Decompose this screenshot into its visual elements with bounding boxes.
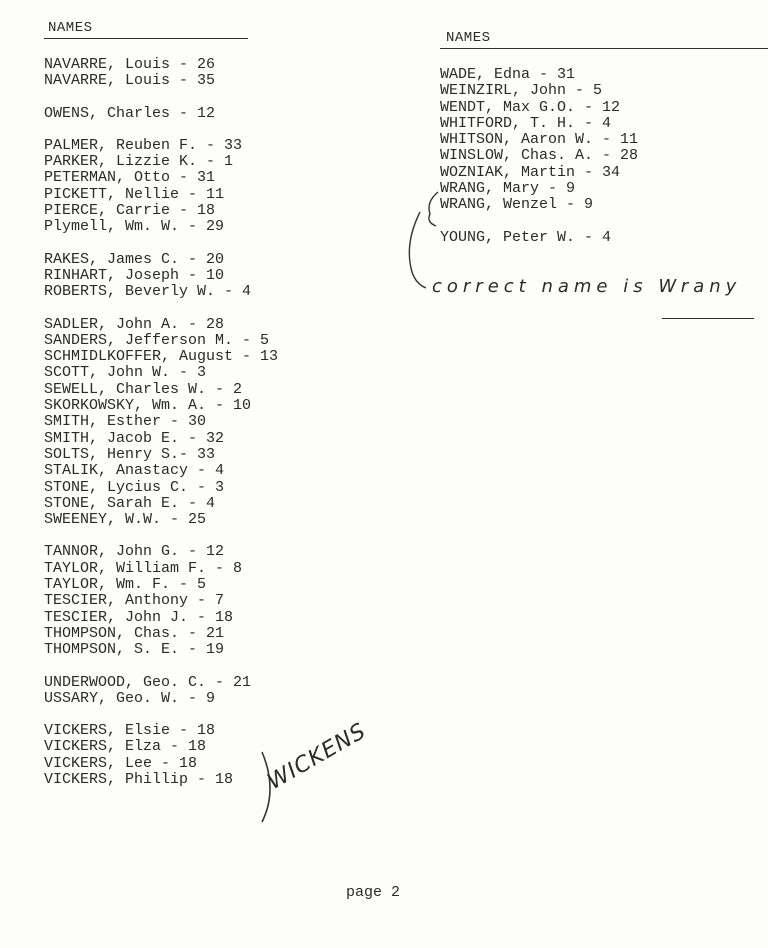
name-entry: WADE, Edna - 31 <box>440 66 576 83</box>
name-entry: PETERMAN, Otto - 31 <box>44 169 216 187</box>
name-entry: TAYLOR, Wm. F. - 5 <box>44 576 207 594</box>
name-entry: WHITSON, Aaron W. - 11 <box>440 131 639 149</box>
name-entry: OWENS, Charles - 12 <box>44 104 216 122</box>
name-entry: PIERCE, Carrie - 18 <box>44 202 216 220</box>
name-entry: TAYLOR, William F. - 8 <box>44 559 243 577</box>
correction-underline <box>662 318 754 319</box>
name-entry: WENDT, Max G.O. - 12 <box>440 98 621 116</box>
name-entry: PALMER, Reuben F. - 33 <box>44 136 243 154</box>
name-entry: UNDERWOOD, Geo. C. - 21 <box>44 673 252 691</box>
name-entry: WINSLOW, Chas. A. - 28 <box>440 147 639 165</box>
left-column-header: NAMES <box>44 20 248 39</box>
name-entry: VICKERS, Elsie - 18 <box>44 722 216 740</box>
name-entry: PICKETT, Nellie - 11 <box>44 185 225 203</box>
name-entry: SKORKOWSKY, Wm. A. - 10 <box>44 397 252 415</box>
name-entry: SOLTS, Henry S.- 33 <box>44 445 216 463</box>
name-entry: SMITH, Jacob E. - 32 <box>44 429 225 447</box>
name-entry: WRANG, Wenzel - 9 <box>440 196 594 214</box>
name-entry: NAVARRE, Louis - 26 <box>44 56 216 73</box>
name-entry: WEINZIRL, John - 5 <box>440 82 603 100</box>
name-entry: NAVARRE, Louis - 35 <box>44 72 216 90</box>
name-entry: SEWELL, Charles W. - 2 <box>44 380 243 398</box>
name-entry: WRANG, Mary - 9 <box>440 180 576 198</box>
name-entry: SCHMIDLKOFFER, August - 13 <box>44 348 279 366</box>
name-entry: STONE, Lycius C. - 3 <box>44 478 225 496</box>
name-entry: ROBERTS, Beverly W. - 4 <box>44 283 252 301</box>
name-entry: Plymell, Wm. W. - 29 <box>44 218 225 236</box>
handwritten-wickens-note: WICKENS <box>263 718 371 795</box>
name-entry: VICKERS, Phillip - 18 <box>44 770 234 788</box>
name-entry: WOZNIAK, Martin - 34 <box>440 163 621 181</box>
name-entry: SANDERS, Jefferson M. - 5 <box>44 331 270 349</box>
right-column-header: NAMES <box>440 30 768 49</box>
name-entry: VICKERS, Elza - 18 <box>44 738 207 756</box>
wrang-bracket-mark <box>429 192 438 226</box>
page-number: page 2 <box>346 884 401 901</box>
note-pointer-mark <box>409 212 426 288</box>
name-entry: SADLER, John A. - 28 <box>44 315 225 333</box>
name-entry: PARKER, Lizzie K. - 1 <box>44 153 234 171</box>
name-entry: STONE, Sarah E. - 4 <box>44 494 216 512</box>
name-entry: VICKERS, Lee - 18 <box>44 754 198 772</box>
name-entry: THOMPSON, S. E. - 19 <box>44 641 225 659</box>
handwritten-correction-note: correct name is Wrany <box>432 276 742 297</box>
name-entry: SCOTT, John W. - 3 <box>44 364 207 382</box>
name-entry: TANNOR, John G. - 12 <box>44 543 225 561</box>
name-entry: RAKES, James C. - 20 <box>44 250 225 268</box>
name-entry: RINHART, Joseph - 10 <box>44 266 225 284</box>
name-entry: WHITFORD, T. H. - 4 <box>440 114 612 132</box>
vickers-bracket-mark <box>262 752 270 822</box>
name-entry: THOMPSON, Chas. - 21 <box>44 624 225 642</box>
name-entry: YOUNG, Peter W. - 4 <box>440 228 612 246</box>
name-entry: USSARY, Geo. W. - 9 <box>44 689 216 707</box>
name-entry: STALIK, Anastacy - 4 <box>44 462 225 480</box>
name-entry: TESCIER, John J. - 18 <box>44 608 234 626</box>
name-entry: TESCIER, Anthony - 7 <box>44 592 225 610</box>
name-entry: SMITH, Esther - 30 <box>44 413 207 431</box>
name-entry: SWEENEY, W.W. - 25 <box>44 511 207 529</box>
